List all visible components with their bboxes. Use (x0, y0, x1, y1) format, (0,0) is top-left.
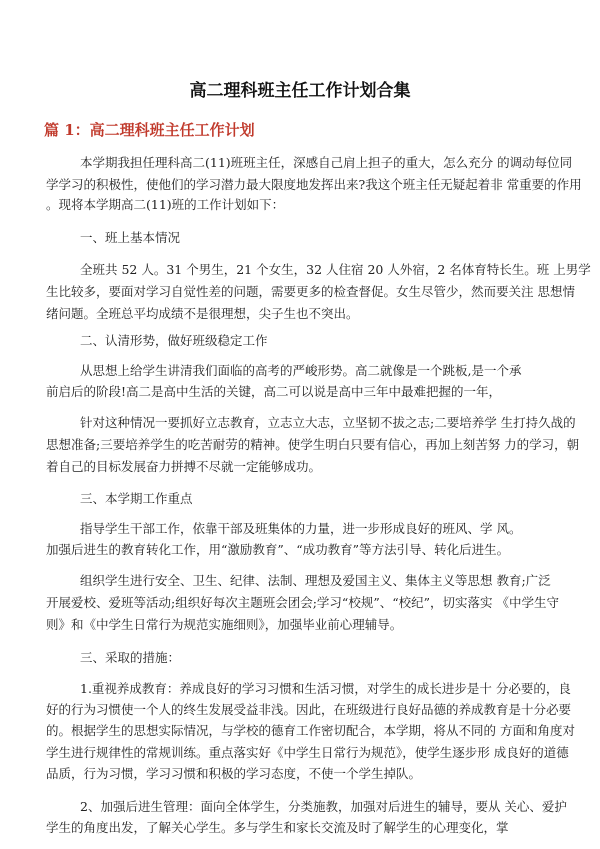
paragraph-line: 品质，行为习惯，学习习惯和积极的学习态度，不使一个学生掉队。 (46, 766, 422, 781)
subheading: 三、本学期工作重点 (80, 491, 193, 506)
paragraph-line: 学学习的积极性，使他们的学习潜力最大限度地发挥出来?我这个班主任无疑起着非 常重要的作用 (46, 177, 582, 192)
paragraph-line: 学生进行规律性的常规训练。重点落实好《中学生日常行为规范》，使学生逐步形 成良好的道德 (46, 745, 569, 760)
paragraph-line: 思想准备;三要培养学生的吃苦耐劳的精神。使学生明白只要有信心，再加上刻苦努 力的学习，朝 (46, 437, 580, 452)
paragraph-line: 着自己的目标发展奋力拼搏不尽就一定能够成功。 (46, 459, 322, 474)
document-title: 高二理科班主任工作计划合集 (189, 81, 411, 101)
paragraph-line: 本学期我担任理科高二(11)班班主任，深感自己肩上担子的重大，怎么充分 的调动每位同 (80, 155, 573, 170)
section-heading: 篇 1：高二理科班主任工作计划 (44, 121, 255, 139)
paragraph-line: 2、加强后进生管理：面向全体学生，分类施教，加强对后进生的辅导，要从 关心、爱护 (80, 799, 567, 814)
paragraph-line: 绪问题。全班总平均成绩不是很理想，尖子生也不突出。 (46, 306, 359, 321)
paragraph-line: 1.重视养成教育：养成良好的学习习惯和生活习惯，对学生的成长进步是十 分必要的，良 (80, 681, 571, 696)
subheading: 二、认清形势，做好班级稳定工作 (80, 333, 268, 348)
paragraph-line: 生比较多，要面对学习自觉性差的问题，需要更多的检查督促。女生尽管少，然而要关注 思想情 (46, 284, 575, 299)
subheading: 三、采取的措施： (80, 650, 181, 665)
paragraph-line: 从思想上给学生讲清我们面临的高考的严峻形势。高二就像是一个跳板,是一个承 (80, 363, 522, 378)
paragraph-line: 学生的角度出发，了解关心学生。多与学生和家长交流及时了解学生的心理变化，掌 (46, 820, 509, 835)
paragraph-line: 组织学生进行安全、卫生、纪律、法制、理想及爱国主义、集体主义等思想 教育;广泛 (80, 573, 551, 588)
paragraph-line: 指导学生干部工作，依靠干部及班集体的力量，进一步形成良好的班风、学 风。 (80, 521, 522, 536)
subheading: 一、班上基本情况 (80, 230, 181, 245)
paragraph-line: 前启后的阶段!高二是高中生活的关键，高二可以说是高中三年中最难把握的一年， (46, 384, 502, 399)
paragraph-line: 全班共 52 人。31 个男生，21 个女生，32 人住宿 20 人外宿，2 名体育特长生。班 上男学 (80, 262, 591, 277)
paragraph-line: 则》和《中学生日常行为规范实施细则》，加强毕业前心理辅导。 (46, 617, 403, 632)
paragraph-line: 加强后进生的教育转化工作，用“激励教育”、“成功教育”等方法引导、转化后进生。 (46, 542, 510, 557)
paragraph-line: 开展爱校、爱班等活动;组织好每次主题班会团会;学习“校规”、“校纪”，切实落实 《中学生守 (46, 595, 559, 610)
paragraph-line: 的。根据学生的思想实际情况，与学校的德育工作密切配合，本学期，将从不同的 方面和角度对 (46, 723, 575, 738)
paragraph-line: 好的行为习惯使一个人的终生发展受益非浅。因此，在班级进行良好品德的养成教育是十分必要 (46, 702, 572, 717)
paragraph-line: 。现将本学期高二(11)班的工作计划如下： (46, 197, 285, 212)
paragraph-line: 针对这种情况一要抓好立志教育，立志立大志，立坚韧不拔之志;二要培养学 生打持久战的 (80, 415, 576, 430)
